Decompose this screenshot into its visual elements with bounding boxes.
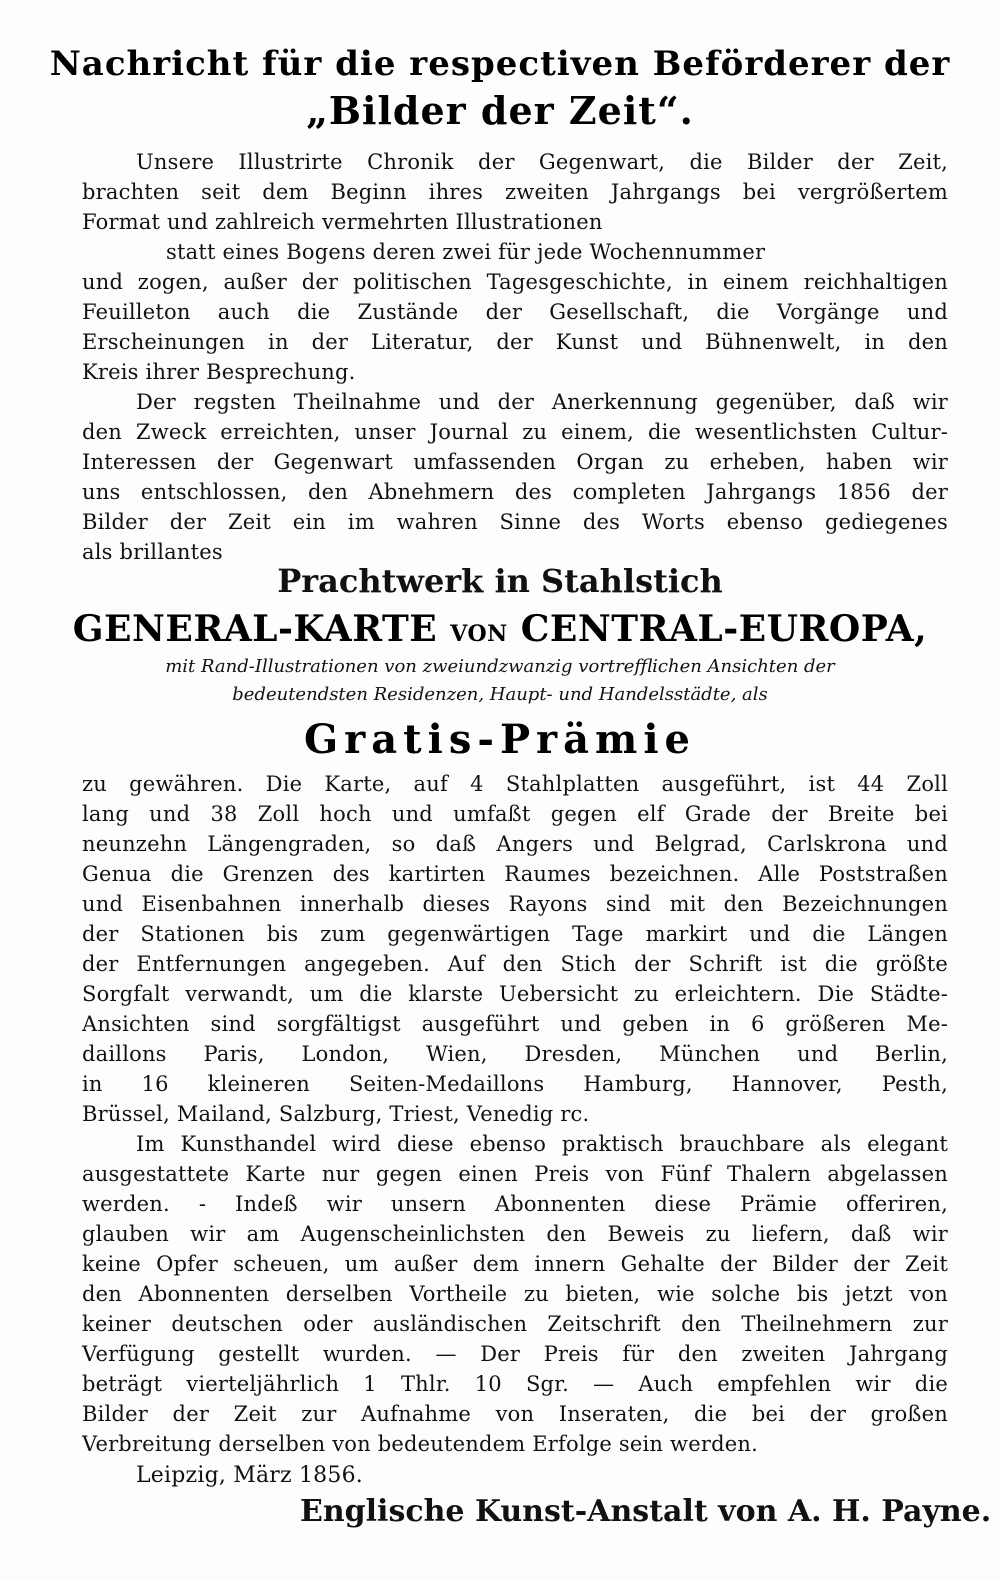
body-line: Sorgfalt verwandt, um die klarste Uebersicht zu erleichtern. Die Städte- — [82, 982, 948, 1006]
body-line: Der regsten Theilnahme und der Anerkennung gegenüber, daß wir — [136, 390, 948, 414]
body-line: als brillantes — [82, 540, 223, 564]
karte-von: VON — [450, 621, 508, 647]
body-line: Format und zahlreich vermehrten Illustrationen — [82, 210, 603, 234]
body-line: den Zweck erreichten, unser Journal zu einem, die wesentlichsten Cultur- — [82, 420, 948, 444]
body-line: Verbreitung derselben von bedeutendem Erfolge sein werden. — [82, 1432, 758, 1456]
body-line: keine Opfer scheuen, um außer dem innern Gehalte der Bilder der Zeit — [82, 1252, 948, 1276]
prachtwerk-heading: Prachtwerk in Stahlstich — [277, 562, 723, 600]
body-line: in 16 kleineren Seiten-Medaillons Hamburg, Hannover, Pesth, — [82, 1072, 948, 1096]
karte-subtitle-2: bedeutendsten Residenzen, Haupt- und Handelsstädte, als — [232, 684, 768, 705]
body-line: daillons Paris, London, Wien, Dresden, München und Berlin, — [82, 1042, 948, 1066]
body-line: glauben wir am Augenscheinlichsten den Beweis zu liefern, daß wir — [82, 1222, 948, 1246]
body-line: Brüssel, Mailand, Salzburg, Triest, Venedig rc. — [82, 1102, 590, 1126]
body-line: Unsere Illustrirte Chronik der Gegenwart, die Bilder der Zeit, — [136, 150, 948, 174]
body-line: ausgestattete Karte nur gegen einen Preis von Fünf Thalern abgelassen — [82, 1162, 948, 1186]
body-line: Ansichten sind sorgfältigst ausgeführt und geben in 6 größeren Me- — [82, 1012, 948, 1036]
body-line: Genua die Grenzen des kartirten Raumes bezeichnen. Alle Poststraßen — [82, 862, 948, 886]
karte-part-1: GENERAL-KARTE — [72, 608, 438, 650]
body-line: den Abonnenten derselben Vortheile zu bieten, wie solche bis jetzt von — [82, 1282, 948, 1306]
body-line: Im Kunsthandel wird diese ebenso praktisch brauchbare als elegant — [136, 1132, 948, 1156]
body-line: neunzehn Längengraden, so daß Angers und Belgrad, Carlskrona und — [82, 832, 948, 856]
body-line: der Stationen bis zum gegenwärtigen Tage markirt und die Längen — [82, 922, 948, 946]
body-line: und zogen, außer der politischen Tagesgeschichte, in einem reichhaltigen — [82, 270, 948, 294]
body-line: Erscheinungen in der Literatur, der Kunst und Bühnenwelt, in den — [82, 330, 948, 354]
heading-line-1: Nachricht für die respectiven Beförderer der — [49, 44, 951, 84]
body-line: Interessen der Gegenwart umfassenden Organ zu erheben, haben wir — [82, 450, 948, 474]
karte-part-2: CENTRAL-EUROPA, — [520, 608, 928, 650]
karte-subtitle-1: mit Rand-Illustrationen von zweiundzwanzig vortrefflichen Ansichten der — [165, 656, 835, 677]
body-line: statt eines Bogens deren zwei für jede Wochennummer — [166, 240, 766, 264]
karte-heading — [0, 608, 1000, 650]
body-line: lang und 38 Zoll hoch und umfaßt gegen elf Grade der Breite bei — [82, 802, 948, 826]
signature: Englische Kunst-Anstalt von A. H. Payne. — [300, 1494, 992, 1529]
gratis-heading: Gratis-Prämie — [304, 716, 696, 763]
dateline: Leipzig, März 1856. — [136, 1463, 363, 1488]
body-line: Bilder der Zeit ein im wahren Sinne des Worts ebenso gediegenes — [82, 510, 948, 534]
body-line: keiner deutschen oder ausländischen Zeitschrift den Theilnehmern zur — [82, 1312, 948, 1336]
body-line: Bilder der Zeit zur Aufnahme von Inseraten, die bei der großen — [82, 1402, 948, 1426]
body-line: Kreis ihrer Besprechung. — [82, 360, 356, 384]
body-line: der Entfernungen angegeben. Auf den Stich der Schrift ist die größte — [82, 952, 948, 976]
body-line: werden. - Indeß wir unsern Abonnenten diese Prämie offeriren, — [82, 1192, 948, 1216]
body-line: Feuilleton auch die Zustände der Gesellschaft, die Vorgänge und — [82, 300, 948, 324]
body-line: Verfügung gestellt wurden. — Der Preis für den zweiten Jahrgang — [82, 1342, 948, 1366]
body-line: beträgt vierteljährlich 1 Thlr. 10 Sgr. — Auch empfehlen wir die — [82, 1372, 948, 1396]
heading-line-2: „Bilder der Zeit“. — [306, 88, 694, 133]
body-line: und Eisenbahnen innerhalb dieses Rayons sind mit den Bezeichnungen — [82, 892, 948, 916]
body-line: uns entschlossen, den Abnehmern des completen Jahrgangs 1856 der — [82, 480, 948, 504]
body-line: zu gewähren. Die Karte, auf 4 Stahlplatten ausgeführt, ist 44 Zoll — [82, 772, 948, 796]
body-line: brachten seit dem Beginn ihres zweiten Jahrgangs bei vergrößertem — [82, 180, 948, 204]
